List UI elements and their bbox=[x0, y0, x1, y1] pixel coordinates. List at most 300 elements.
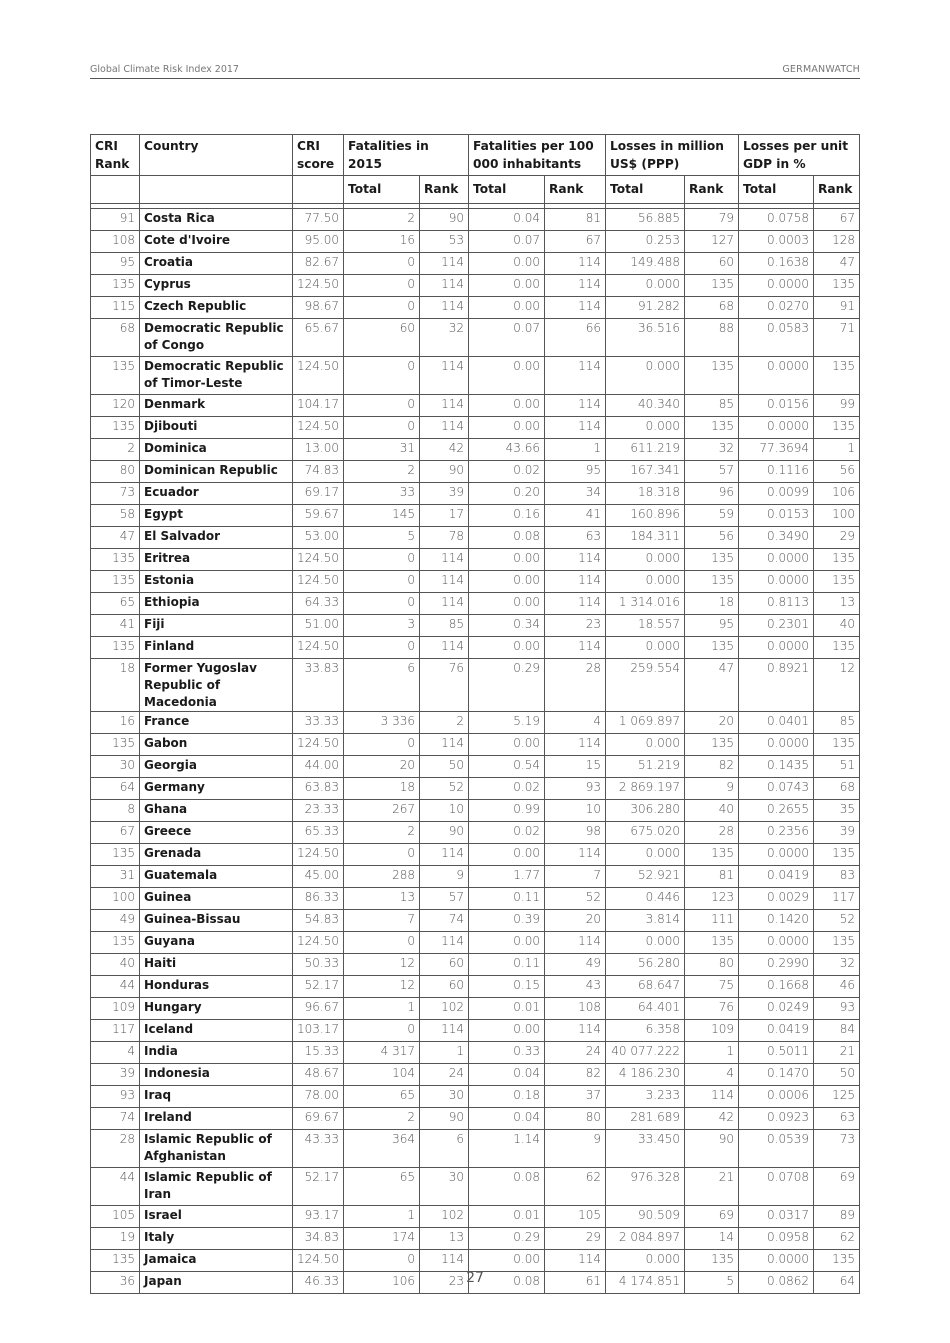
fatalities-per-total-cell: 0.08 bbox=[469, 527, 545, 549]
losses-gdp-total-cell: 0.0708 bbox=[739, 1168, 814, 1206]
cri-rank-cell: 68 bbox=[91, 319, 140, 357]
losses-gdp-total-cell: 0.2356 bbox=[739, 822, 814, 844]
cri-score-cell: 98.67 bbox=[293, 297, 344, 319]
table-row bbox=[91, 954, 860, 976]
losses-gdp-rank-cell: 135 bbox=[814, 549, 860, 571]
losses-rank-cell: 1 bbox=[685, 1042, 739, 1064]
losses-gdp-total-cell: 0.1470 bbox=[739, 1064, 814, 1086]
fatalities-per-rank-cell: 37 bbox=[545, 1086, 606, 1108]
fatalities-per-rank-cell: 7 bbox=[545, 866, 606, 888]
cri-score-cell: 53.00 bbox=[293, 527, 344, 549]
losses-gdp-rank-cell: 135 bbox=[814, 357, 860, 395]
table-row bbox=[91, 888, 860, 910]
publisher-name: GERMANWATCH bbox=[782, 64, 860, 75]
fatalities-rank-cell: 114 bbox=[420, 1250, 469, 1272]
losses-gdp-total-cell: 0.1668 bbox=[739, 976, 814, 998]
fatalities-per-rank-cell: 82 bbox=[545, 1064, 606, 1086]
cri-rank-cell: 64 bbox=[91, 778, 140, 800]
losses-total-cell: 2 869.197 bbox=[606, 778, 685, 800]
cri-rank-cell: 8 bbox=[91, 800, 140, 822]
table-row bbox=[91, 659, 860, 712]
fatalities-per-total-cell: 0.29 bbox=[469, 659, 545, 712]
cri-score-cell: 74.83 bbox=[293, 461, 344, 483]
fatalities-per-rank-cell: 114 bbox=[545, 571, 606, 593]
table-row bbox=[91, 800, 860, 822]
country-cell: Eritrea bbox=[140, 549, 293, 571]
losses-gdp-total-cell: 0.8921 bbox=[739, 659, 814, 712]
fatalities-per-total-cell: 0.33 bbox=[469, 1042, 545, 1064]
cri-rank-cell: 105 bbox=[91, 1206, 140, 1228]
fatalities-per-rank-cell: 24 bbox=[545, 1042, 606, 1064]
fatalities-rank-cell: 85 bbox=[420, 615, 469, 637]
fatalities-per-total-cell: 0.18 bbox=[469, 1086, 545, 1108]
losses-gdp-total-cell: 0.2301 bbox=[739, 615, 814, 637]
fatalities-total-cell: 0 bbox=[344, 571, 420, 593]
losses-rank-cell: 135 bbox=[685, 734, 739, 756]
country-cell: Japan bbox=[140, 1272, 293, 1294]
cri-score-cell: 13.00 bbox=[293, 439, 344, 461]
losses-gdp-rank-cell: 46 bbox=[814, 976, 860, 998]
fatalities-total-cell: 0 bbox=[344, 549, 420, 571]
fatalities-rank-cell: 74 bbox=[420, 910, 469, 932]
fatalities-per-total-cell: 0.02 bbox=[469, 822, 545, 844]
losses-gdp-total-cell: 0.0156 bbox=[739, 395, 814, 417]
losses-total-cell: 6.358 bbox=[606, 1020, 685, 1042]
losses-rank-cell: 60 bbox=[685, 253, 739, 275]
cri-score-cell: 44.00 bbox=[293, 756, 344, 778]
losses-rank-cell: 56 bbox=[685, 527, 739, 549]
table-row bbox=[91, 483, 860, 505]
losses-total-cell: 1 069.897 bbox=[606, 712, 685, 734]
fatalities-rank-cell: 50 bbox=[420, 756, 469, 778]
losses-rank-cell: 114 bbox=[685, 1086, 739, 1108]
losses-rank-cell: 127 bbox=[685, 231, 739, 253]
fatalities-per-rank-cell: 1 bbox=[545, 439, 606, 461]
losses-rank-cell: 109 bbox=[685, 1020, 739, 1042]
fatalities-per-rank-cell: 114 bbox=[545, 593, 606, 615]
fatalities-per-total-cell: 0.00 bbox=[469, 549, 545, 571]
losses-total-cell: 0.000 bbox=[606, 357, 685, 395]
losses-gdp-rank-cell: 73 bbox=[814, 1130, 860, 1168]
losses-gdp-total-cell: 0.0099 bbox=[739, 483, 814, 505]
losses-total-cell: 0.000 bbox=[606, 417, 685, 439]
table-row bbox=[91, 637, 860, 659]
fatalities-per-total-cell: 0.08 bbox=[469, 1272, 545, 1294]
losses-gdp-total-cell: 0.0000 bbox=[739, 275, 814, 297]
header-fatalities-per-100k: Fatalities per 100 000 inhabitants bbox=[469, 135, 606, 176]
losses-rank-cell: 135 bbox=[685, 357, 739, 395]
fatalities-per-total-cell: 0.39 bbox=[469, 910, 545, 932]
losses-gdp-total-cell: 0.0743 bbox=[739, 778, 814, 800]
losses-total-cell: 1 314.016 bbox=[606, 593, 685, 615]
cri-rank-cell: 36 bbox=[91, 1272, 140, 1294]
losses-gdp-rank-cell: 135 bbox=[814, 734, 860, 756]
table-row bbox=[91, 297, 860, 319]
cri-rank-cell: 73 bbox=[91, 483, 140, 505]
country-cell: Denmark bbox=[140, 395, 293, 417]
cri-rank-cell: 47 bbox=[91, 527, 140, 549]
losses-gdp-total-cell: 0.2990 bbox=[739, 954, 814, 976]
losses-gdp-rank-cell: 99 bbox=[814, 395, 860, 417]
fatalities-rank-cell: 90 bbox=[420, 822, 469, 844]
cri-score-cell: 64.33 bbox=[293, 593, 344, 615]
losses-rank-cell: 42 bbox=[685, 1108, 739, 1130]
cri-table bbox=[90, 134, 860, 1294]
fatalities-total-cell: 65 bbox=[344, 1086, 420, 1108]
losses-rank-cell: 81 bbox=[685, 866, 739, 888]
fatalities-rank-cell: 102 bbox=[420, 998, 469, 1020]
fatalities-per-rank-cell: 49 bbox=[545, 954, 606, 976]
country-cell: Indonesia bbox=[140, 1064, 293, 1086]
losses-total-cell: 52.921 bbox=[606, 866, 685, 888]
country-cell: Estonia bbox=[140, 571, 293, 593]
running-header bbox=[90, 62, 860, 79]
page-number: 27 bbox=[466, 1270, 484, 1286]
country-cell: Grenada bbox=[140, 844, 293, 866]
losses-gdp-rank-cell: 67 bbox=[814, 209, 860, 231]
losses-rank-cell: 135 bbox=[685, 637, 739, 659]
cri-score-cell: 48.67 bbox=[293, 1064, 344, 1086]
fatalities-rank-cell: 30 bbox=[420, 1168, 469, 1206]
losses-total-cell: 149.488 bbox=[606, 253, 685, 275]
losses-rank-cell: 59 bbox=[685, 505, 739, 527]
losses-total-cell: 51.219 bbox=[606, 756, 685, 778]
losses-gdp-rank-cell: 89 bbox=[814, 1206, 860, 1228]
losses-gdp-total-cell: 0.1420 bbox=[739, 910, 814, 932]
losses-gdp-total-cell: 0.0000 bbox=[739, 549, 814, 571]
country-cell: Guinea-Bissau bbox=[140, 910, 293, 932]
fatalities-per-total-cell: 0.00 bbox=[469, 253, 545, 275]
losses-gdp-total-cell: 0.0000 bbox=[739, 637, 814, 659]
fatalities-total-cell: 267 bbox=[344, 800, 420, 822]
country-cell: Dominican Republic bbox=[140, 461, 293, 483]
losses-gdp-rank-cell: 13 bbox=[814, 593, 860, 615]
table-row bbox=[91, 319, 860, 357]
table-row bbox=[91, 1042, 860, 1064]
country-cell: Iraq bbox=[140, 1086, 293, 1108]
losses-gdp-total-cell: 0.0000 bbox=[739, 844, 814, 866]
cri-score-cell: 124.50 bbox=[293, 637, 344, 659]
fatalities-total-cell: 145 bbox=[344, 505, 420, 527]
table-row bbox=[91, 439, 860, 461]
country-cell: Islamic Republic of Iran bbox=[140, 1168, 293, 1206]
fatalities-per-total-cell: 0.99 bbox=[469, 800, 545, 822]
subheader-total: Total bbox=[469, 176, 545, 204]
fatalities-total-cell: 31 bbox=[344, 439, 420, 461]
header-cri-score: CRI score bbox=[293, 135, 344, 176]
losses-rank-cell: 40 bbox=[685, 800, 739, 822]
losses-rank-cell: 18 bbox=[685, 593, 739, 615]
table-row bbox=[91, 1168, 860, 1206]
losses-gdp-total-cell: 0.0000 bbox=[739, 734, 814, 756]
losses-total-cell: 0.253 bbox=[606, 231, 685, 253]
fatalities-per-rank-cell: 114 bbox=[545, 932, 606, 954]
subheader-rank: Rank bbox=[420, 176, 469, 204]
header-fatalities: Fatalities in 2015 bbox=[344, 135, 469, 176]
header-cri-rank: CRI Rank bbox=[91, 135, 140, 176]
table-row bbox=[91, 866, 860, 888]
fatalities-rank-cell: 114 bbox=[420, 275, 469, 297]
losses-gdp-total-cell: 0.2655 bbox=[739, 800, 814, 822]
country-cell: Islamic Republic of Afghanistan bbox=[140, 1130, 293, 1168]
table-row bbox=[91, 593, 860, 615]
cri-rank-cell: 117 bbox=[91, 1020, 140, 1042]
fatalities-rank-cell: 102 bbox=[420, 1206, 469, 1228]
fatalities-per-rank-cell: 34 bbox=[545, 483, 606, 505]
table-row bbox=[91, 1228, 860, 1250]
fatalities-per-rank-cell: 62 bbox=[545, 1168, 606, 1206]
cri-score-cell: 124.50 bbox=[293, 549, 344, 571]
fatalities-per-rank-cell: 66 bbox=[545, 319, 606, 357]
fatalities-per-total-cell: 0.00 bbox=[469, 1020, 545, 1042]
losses-gdp-rank-cell: 52 bbox=[814, 910, 860, 932]
losses-gdp-rank-cell: 83 bbox=[814, 866, 860, 888]
fatalities-per-rank-cell: 93 bbox=[545, 778, 606, 800]
losses-gdp-total-cell: 0.0317 bbox=[739, 1206, 814, 1228]
cri-score-cell: 124.50 bbox=[293, 357, 344, 395]
losses-rank-cell: 69 bbox=[685, 1206, 739, 1228]
subheader-rank: Rank bbox=[685, 176, 739, 204]
fatalities-per-total-cell: 43.66 bbox=[469, 439, 545, 461]
fatalities-per-rank-cell: 108 bbox=[545, 998, 606, 1020]
cri-score-cell: 65.67 bbox=[293, 319, 344, 357]
subheader-rank: Rank bbox=[814, 176, 860, 204]
losses-total-cell: 40 077.222 bbox=[606, 1042, 685, 1064]
losses-gdp-rank-cell: 71 bbox=[814, 319, 860, 357]
country-cell: Czech Republic bbox=[140, 297, 293, 319]
country-cell: Georgia bbox=[140, 756, 293, 778]
losses-rank-cell: 9 bbox=[685, 778, 739, 800]
fatalities-total-cell: 2 bbox=[344, 209, 420, 231]
report-title: Global Climate Risk Index 2017 bbox=[90, 64, 239, 75]
losses-rank-cell: 90 bbox=[685, 1130, 739, 1168]
losses-gdp-rank-cell: 93 bbox=[814, 998, 860, 1020]
losses-gdp-total-cell: 0.0270 bbox=[739, 297, 814, 319]
losses-gdp-total-cell: 0.0249 bbox=[739, 998, 814, 1020]
fatalities-total-cell: 13 bbox=[344, 888, 420, 910]
fatalities-total-cell: 0 bbox=[344, 297, 420, 319]
losses-gdp-rank-cell: 128 bbox=[814, 231, 860, 253]
losses-total-cell: 68.647 bbox=[606, 976, 685, 998]
cri-rank-cell: 135 bbox=[91, 549, 140, 571]
losses-gdp-total-cell: 0.0000 bbox=[739, 1250, 814, 1272]
header-blank-cell bbox=[91, 176, 140, 204]
losses-rank-cell: 80 bbox=[685, 954, 739, 976]
country-cell: El Salvador bbox=[140, 527, 293, 549]
cri-rank-cell: 40 bbox=[91, 954, 140, 976]
table-row bbox=[91, 571, 860, 593]
fatalities-per-total-cell: 0.07 bbox=[469, 231, 545, 253]
fatalities-per-rank-cell: 23 bbox=[545, 615, 606, 637]
fatalities-total-cell: 174 bbox=[344, 1228, 420, 1250]
cri-score-cell: 50.33 bbox=[293, 954, 344, 976]
losses-rank-cell: 20 bbox=[685, 712, 739, 734]
country-cell: Israel bbox=[140, 1206, 293, 1228]
losses-gdp-rank-cell: 85 bbox=[814, 712, 860, 734]
fatalities-per-total-cell: 0.15 bbox=[469, 976, 545, 998]
table-row bbox=[91, 209, 860, 231]
losses-total-cell: 3.233 bbox=[606, 1086, 685, 1108]
losses-gdp-rank-cell: 40 bbox=[814, 615, 860, 637]
fatalities-total-cell: 0 bbox=[344, 275, 420, 297]
table-row bbox=[91, 417, 860, 439]
losses-total-cell: 4 174.851 bbox=[606, 1272, 685, 1294]
cri-rank-cell: 135 bbox=[91, 637, 140, 659]
country-cell: Finland bbox=[140, 637, 293, 659]
header-blank-cell bbox=[140, 176, 293, 204]
losses-gdp-total-cell: 0.0000 bbox=[739, 571, 814, 593]
losses-gdp-rank-cell: 91 bbox=[814, 297, 860, 319]
losses-rank-cell: 75 bbox=[685, 976, 739, 998]
fatalities-per-rank-cell: 114 bbox=[545, 734, 606, 756]
fatalities-per-rank-cell: 114 bbox=[545, 417, 606, 439]
table-row bbox=[91, 1250, 860, 1272]
fatalities-total-cell: 7 bbox=[344, 910, 420, 932]
fatalities-rank-cell: 23 bbox=[420, 1272, 469, 1294]
country-cell: Honduras bbox=[140, 976, 293, 998]
cri-rank-cell: 135 bbox=[91, 357, 140, 395]
fatalities-per-rank-cell: 4 bbox=[545, 712, 606, 734]
losses-rank-cell: 32 bbox=[685, 439, 739, 461]
losses-total-cell: 56.885 bbox=[606, 209, 685, 231]
cri-rank-cell: 115 bbox=[91, 297, 140, 319]
table-row bbox=[91, 734, 860, 756]
losses-total-cell: 0.446 bbox=[606, 888, 685, 910]
losses-gdp-rank-cell: 69 bbox=[814, 1168, 860, 1206]
losses-gdp-rank-cell: 12 bbox=[814, 659, 860, 712]
cri-score-cell: 124.50 bbox=[293, 1250, 344, 1272]
cri-rank-cell: 30 bbox=[91, 756, 140, 778]
fatalities-per-total-cell: 0.11 bbox=[469, 888, 545, 910]
losses-gdp-total-cell: 0.0539 bbox=[739, 1130, 814, 1168]
fatalities-per-total-cell: 0.00 bbox=[469, 637, 545, 659]
table-row bbox=[91, 1086, 860, 1108]
cri-rank-cell: 65 bbox=[91, 593, 140, 615]
cri-score-cell: 33.83 bbox=[293, 659, 344, 712]
fatalities-rank-cell: 60 bbox=[420, 954, 469, 976]
losses-total-cell: 18.318 bbox=[606, 483, 685, 505]
fatalities-rank-cell: 57 bbox=[420, 888, 469, 910]
losses-total-cell: 160.896 bbox=[606, 505, 685, 527]
losses-rank-cell: 28 bbox=[685, 822, 739, 844]
fatalities-per-total-cell: 0.00 bbox=[469, 297, 545, 319]
fatalities-total-cell: 12 bbox=[344, 976, 420, 998]
fatalities-total-cell: 2 bbox=[344, 1108, 420, 1130]
table-row bbox=[91, 1206, 860, 1228]
fatalities-total-cell: 12 bbox=[344, 954, 420, 976]
cri-rank-cell: 58 bbox=[91, 505, 140, 527]
losses-gdp-rank-cell: 47 bbox=[814, 253, 860, 275]
fatalities-total-cell: 20 bbox=[344, 756, 420, 778]
losses-rank-cell: 135 bbox=[685, 571, 739, 593]
fatalities-per-total-cell: 1.14 bbox=[469, 1130, 545, 1168]
cri-rank-cell: 41 bbox=[91, 615, 140, 637]
country-cell: Djibouti bbox=[140, 417, 293, 439]
losses-total-cell: 0.000 bbox=[606, 1250, 685, 1272]
subheader-total: Total bbox=[344, 176, 420, 204]
fatalities-per-rank-cell: 114 bbox=[545, 844, 606, 866]
table-row bbox=[91, 357, 860, 395]
fatalities-rank-cell: 90 bbox=[420, 461, 469, 483]
fatalities-per-total-cell: 0.07 bbox=[469, 319, 545, 357]
losses-gdp-total-cell: 0.0419 bbox=[739, 866, 814, 888]
country-cell: Ethiopia bbox=[140, 593, 293, 615]
cri-rank-cell: 80 bbox=[91, 461, 140, 483]
table-row bbox=[91, 615, 860, 637]
fatalities-rank-cell: 90 bbox=[420, 209, 469, 231]
cri-score-cell: 54.83 bbox=[293, 910, 344, 932]
losses-total-cell: 259.554 bbox=[606, 659, 685, 712]
fatalities-total-cell: 1 bbox=[344, 998, 420, 1020]
cri-score-cell: 103.17 bbox=[293, 1020, 344, 1042]
fatalities-per-total-cell: 0.02 bbox=[469, 461, 545, 483]
cri-score-cell: 82.67 bbox=[293, 253, 344, 275]
table-row bbox=[91, 1108, 860, 1130]
losses-gdp-total-cell: 0.0003 bbox=[739, 231, 814, 253]
cri-rank-cell: 135 bbox=[91, 1250, 140, 1272]
losses-gdp-rank-cell: 135 bbox=[814, 275, 860, 297]
cri-score-cell: 15.33 bbox=[293, 1042, 344, 1064]
losses-gdp-rank-cell: 100 bbox=[814, 505, 860, 527]
fatalities-total-cell: 3 336 bbox=[344, 712, 420, 734]
fatalities-per-total-cell: 0.29 bbox=[469, 1228, 545, 1250]
fatalities-rank-cell: 2 bbox=[420, 712, 469, 734]
fatalities-total-cell: 5 bbox=[344, 527, 420, 549]
fatalities-per-rank-cell: 98 bbox=[545, 822, 606, 844]
country-cell: Croatia bbox=[140, 253, 293, 275]
losses-total-cell: 0.000 bbox=[606, 275, 685, 297]
fatalities-total-cell: 0 bbox=[344, 417, 420, 439]
fatalities-per-total-cell: 0.01 bbox=[469, 1206, 545, 1228]
losses-gdp-rank-cell: 32 bbox=[814, 954, 860, 976]
country-cell: Dominica bbox=[140, 439, 293, 461]
fatalities-total-cell: 4 317 bbox=[344, 1042, 420, 1064]
losses-rank-cell: 135 bbox=[685, 549, 739, 571]
table-row bbox=[91, 527, 860, 549]
losses-rank-cell: 68 bbox=[685, 297, 739, 319]
cri-score-cell: 96.67 bbox=[293, 998, 344, 1020]
losses-gdp-total-cell: 0.0000 bbox=[739, 357, 814, 395]
cri-score-cell: 65.33 bbox=[293, 822, 344, 844]
subheader-total: Total bbox=[739, 176, 814, 204]
fatalities-total-cell: 0 bbox=[344, 844, 420, 866]
losses-gdp-total-cell: 0.0419 bbox=[739, 1020, 814, 1042]
country-cell: Jamaica bbox=[140, 1250, 293, 1272]
fatalities-per-total-cell: 0.04 bbox=[469, 1064, 545, 1086]
fatalities-rank-cell: 114 bbox=[420, 571, 469, 593]
losses-gdp-total-cell: 0.0923 bbox=[739, 1108, 814, 1130]
losses-gdp-total-cell: 0.0758 bbox=[739, 209, 814, 231]
losses-rank-cell: 47 bbox=[685, 659, 739, 712]
losses-gdp-total-cell: 0.1435 bbox=[739, 756, 814, 778]
losses-gdp-total-cell: 0.1638 bbox=[739, 253, 814, 275]
header-losses: Losses in million US$ (PPP) bbox=[606, 135, 739, 176]
losses-rank-cell: 135 bbox=[685, 844, 739, 866]
losses-total-cell: 40.340 bbox=[606, 395, 685, 417]
fatalities-per-total-cell: 0.00 bbox=[469, 571, 545, 593]
fatalities-per-rank-cell: 29 bbox=[545, 1228, 606, 1250]
country-cell: Gabon bbox=[140, 734, 293, 756]
table-row bbox=[91, 253, 860, 275]
table-row bbox=[91, 756, 860, 778]
losses-total-cell: 306.280 bbox=[606, 800, 685, 822]
losses-total-cell: 976.328 bbox=[606, 1168, 685, 1206]
cri-rank-cell: 18 bbox=[91, 659, 140, 712]
fatalities-rank-cell: 76 bbox=[420, 659, 469, 712]
losses-gdp-total-cell: 0.0029 bbox=[739, 888, 814, 910]
fatalities-per-rank-cell: 105 bbox=[545, 1206, 606, 1228]
fatalities-total-cell: 2 bbox=[344, 461, 420, 483]
